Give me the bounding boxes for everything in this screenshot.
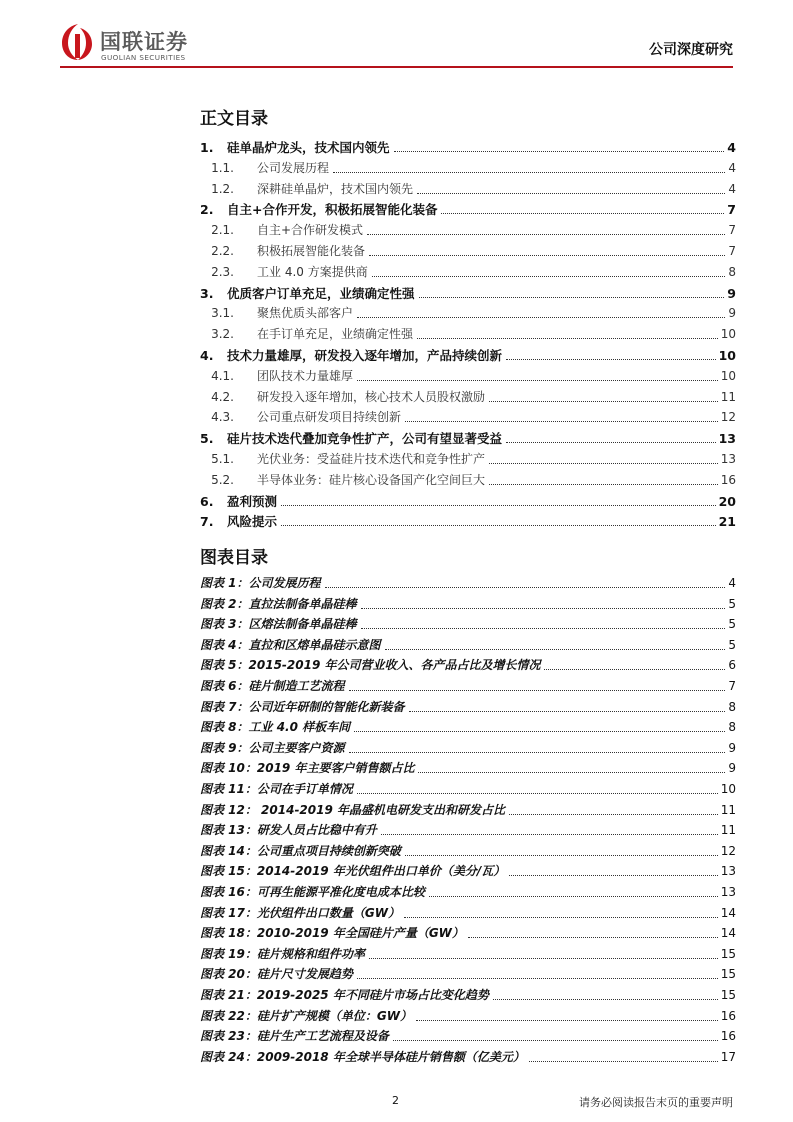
figure-entry[interactable] <box>200 801 736 821</box>
figure-text: 图表 9：公司主要客户资源 <box>200 740 345 755</box>
figures-title: 图表目录 <box>200 548 268 568</box>
toc-page: 9 <box>728 306 736 321</box>
figure-entry[interactable] <box>200 615 736 635</box>
figure-page: 7 <box>728 679 736 693</box>
toc-text: 团队技术力量雄厚 <box>257 368 354 383</box>
figure-text: 图表 3：区熔法制备单晶硅棒 <box>200 617 357 632</box>
leader-dots <box>416 1020 718 1021</box>
figure-entry[interactable] <box>200 595 736 615</box>
figure-text: 图表 5：2015-2019 年公司营业收入、各产品占比及增长情况 <box>200 658 541 673</box>
figure-text: 图表 4：直拉和区熔单晶硅示意图 <box>200 637 381 652</box>
figure-page: 15 <box>720 946 736 961</box>
toc-text: 技术力量雄厚，研发投入逐年增加，产品持续创新 <box>227 348 503 363</box>
figure-entry[interactable] <box>200 986 736 1006</box>
toc-page: 9 <box>727 285 736 301</box>
toc-subsection[interactable] <box>200 221 736 241</box>
toc-page: 7 <box>728 244 736 258</box>
leader-dots <box>468 937 718 938</box>
toc-text: 研发投入逐年增加，核心技术人员股权激励 <box>257 389 486 404</box>
toc-number: 1.2. <box>211 181 234 196</box>
figure-entry[interactable] <box>200 945 736 965</box>
figure-text: 图表 6：硅片制造工艺流程 <box>200 679 345 693</box>
leader-dots <box>509 814 718 815</box>
figure-text: 图表 23：硅片生产工艺流程及设备 <box>200 1029 389 1044</box>
toc-text: 半导体业务：硅片核心设备国产化空间巨大 <box>257 472 486 487</box>
figure-entry[interactable] <box>200 739 736 759</box>
figure-text: 图表 8：工业 4.0 样板车间 <box>200 720 351 735</box>
leader-dots <box>404 917 718 918</box>
figure-text: 图表 13：研发人员占比稳中有升 <box>200 823 377 838</box>
figure-page: 6 <box>728 658 736 673</box>
figure-page: 13 <box>720 864 736 879</box>
leader-dots <box>361 608 726 609</box>
figure-entry[interactable] <box>200 656 736 676</box>
toc-number: 2.2. <box>211 244 234 258</box>
leader-dots <box>489 463 718 464</box>
header-rule <box>60 66 733 68</box>
toc-subsection[interactable] <box>200 388 736 408</box>
leader-dots <box>509 875 718 876</box>
leader-dots <box>381 834 718 835</box>
figure-entry[interactable] <box>200 636 736 656</box>
figure-entry[interactable] <box>200 862 736 882</box>
figure-page: 17 <box>720 1049 736 1064</box>
figure-page: 5 <box>728 617 736 632</box>
toc-subsection[interactable] <box>200 450 736 470</box>
figure-page: 12 <box>720 843 736 858</box>
toc-page: 4 <box>728 160 736 175</box>
figure-page: 16 <box>720 1029 736 1044</box>
toc-subsection[interactable] <box>200 304 736 324</box>
toc-subsection[interactable] <box>200 471 736 491</box>
toc-page: 10 <box>718 348 736 363</box>
toc-subsection[interactable] <box>200 325 736 345</box>
leader-dots <box>349 752 726 753</box>
toc-title: 正文目录 <box>200 109 268 129</box>
toc-page: 13 <box>718 431 736 447</box>
figure-page: 9 <box>728 761 736 776</box>
toc-page: 20 <box>718 493 736 509</box>
figure-text: 图表 16：可再生能源平准化度电成本比较 <box>200 885 425 899</box>
toc-subsection[interactable] <box>200 159 736 179</box>
toc-subsection[interactable] <box>200 242 736 262</box>
leader-dots <box>493 999 718 1000</box>
figure-page: 11 <box>720 823 736 838</box>
toc-page: 11 <box>720 389 736 404</box>
toc-page: 16 <box>720 472 736 487</box>
toc-page: 10 <box>720 327 736 342</box>
figure-entry[interactable] <box>200 924 736 944</box>
figure-text: 图表 18：2010-2019 年全国硅片产量（GW） <box>200 926 464 941</box>
leader-dots <box>357 380 718 381</box>
leader-dots <box>418 772 725 773</box>
figure-text: 图表 21：2019-2025 年不同硅片市场占比变化趋势 <box>200 988 489 1002</box>
toc-text: 在手订单充足，业绩确定性强 <box>257 327 414 342</box>
toc-number: 4. <box>200 348 214 363</box>
leader-dots <box>417 193 725 194</box>
figure-entry[interactable] <box>200 677 736 697</box>
leader-dots <box>417 338 718 339</box>
figure-page: 8 <box>728 699 736 714</box>
toc-number: 6. <box>200 493 214 509</box>
figure-page: 9 <box>728 740 736 755</box>
figure-entry[interactable] <box>200 821 736 841</box>
toc-text: 深耕硅单晶炉，技术国内领先 <box>257 181 414 196</box>
figure-page: 5 <box>728 596 736 611</box>
figure-entry[interactable] <box>200 842 736 862</box>
figure-entry[interactable] <box>200 1027 736 1047</box>
report-type: 公司深度研究 <box>649 42 733 58</box>
figure-entry[interactable] <box>200 1048 736 1068</box>
toc-number: 5.2. <box>211 472 234 487</box>
logo-mark-icon <box>60 22 96 62</box>
figure-entry[interactable] <box>200 759 736 779</box>
leader-dots <box>369 255 725 256</box>
figure-page: 14 <box>720 926 736 941</box>
toc-number: 2. <box>200 202 214 218</box>
figure-page: 8 <box>728 720 736 735</box>
toc-number: 4.2. <box>211 389 234 404</box>
leader-dots <box>333 172 725 173</box>
toc-text: 积极拓展智能化装备 <box>257 244 366 258</box>
toc-text: 光伏业务：受益硅片技术迭代和竞争性扩产 <box>257 452 486 466</box>
logo-text-en: GUOLIAN SECURITIES <box>101 53 186 62</box>
toc-number: 3.2. <box>211 327 234 342</box>
toc-number: 5. <box>200 431 214 447</box>
leader-dots <box>419 297 725 298</box>
figure-text: 图表 1：公司发展历程 <box>200 576 321 590</box>
figure-entry[interactable] <box>200 1007 736 1027</box>
toc-page: 8 <box>728 264 736 279</box>
leader-dots <box>544 669 725 670</box>
page-number: 2 <box>392 1094 399 1107</box>
toc-text: 公司重点研发项目持续创新 <box>257 410 402 425</box>
toc-page: 12 <box>720 410 736 425</box>
logo-text-cn: 国联证券 <box>100 30 188 54</box>
toc-page: 4 <box>728 181 736 196</box>
figure-text: 图表 22：硅片扩产规模（单位：GW） <box>200 1008 412 1023</box>
figure-text: 图表 11：公司在手订单情况 <box>200 782 353 796</box>
leader-dots <box>385 649 726 650</box>
toc-subsection[interactable] <box>200 263 736 283</box>
leader-dots <box>393 1040 718 1041</box>
figure-entry[interactable] <box>200 780 736 800</box>
toc-number: 4.1. <box>211 368 234 383</box>
figure-page: 10 <box>720 782 736 796</box>
toc-text: 风险提示 <box>227 514 278 530</box>
toc-text: 聚焦优质头部客户 <box>257 306 354 321</box>
company-logo <box>60 22 220 62</box>
figure-page: 14 <box>720 905 736 920</box>
leader-dots <box>357 978 718 979</box>
leader-dots <box>429 896 718 897</box>
toc-page: 13 <box>720 452 736 466</box>
leader-dots <box>506 359 716 360</box>
figure-text: 图表 24：2009-2018 年全球半导体硅片销售额（亿美元） <box>200 1049 525 1064</box>
figure-page: 5 <box>728 637 736 652</box>
toc-page: 4 <box>727 140 736 155</box>
figure-text: 图表 19：硅片规格和组件功率 <box>200 946 365 961</box>
toc-subsection[interactable] <box>200 367 736 387</box>
leader-dots <box>506 442 716 443</box>
figure-text: 图表 7：公司近年研制的智能化新装备 <box>200 699 405 714</box>
toc-text: 优质客户订单充足，业绩确定性强 <box>227 285 415 301</box>
leader-dots <box>281 525 716 526</box>
figure-page: 15 <box>720 967 736 982</box>
toc-number: 5.1. <box>211 452 234 466</box>
toc-page: 7 <box>727 202 736 218</box>
figure-page: 15 <box>720 988 736 1002</box>
toc-number: 2.1. <box>211 223 234 238</box>
toc-section[interactable] <box>200 284 736 304</box>
toc-text: 硅单晶炉龙头，技术国内领先 <box>227 140 390 155</box>
figure-text: 图表 15：2014-2019 年光伏组件出口单价（美分/瓦） <box>200 864 506 879</box>
toc-page: 10 <box>720 368 736 383</box>
leader-dots <box>441 213 724 214</box>
leader-dots <box>529 1061 718 1062</box>
leader-dots <box>281 505 716 506</box>
figure-entry[interactable] <box>200 883 736 903</box>
figure-entry[interactable] <box>200 698 736 718</box>
toc-number: 4.3. <box>211 410 234 425</box>
toc-number: 3. <box>200 285 214 301</box>
toc-section[interactable] <box>200 138 736 158</box>
toc-number: 3.1. <box>211 306 234 321</box>
leader-dots <box>367 234 725 235</box>
figure-text: 图表 17：光伏组件出口数量（GW） <box>200 905 400 920</box>
disclaimer-note: 请务必阅读报告末页的重要声明 <box>579 1096 733 1109</box>
toc-section[interactable] <box>200 346 736 366</box>
figure-page: 13 <box>720 885 736 899</box>
leader-dots <box>349 690 726 691</box>
toc-section[interactable] <box>200 492 736 512</box>
figure-entry[interactable] <box>200 965 736 985</box>
figure-text: 图表 12： 2014-2019 年晶盛机电研发支出和研发占比 <box>200 802 506 817</box>
figure-page: 16 <box>720 1008 736 1023</box>
toc-text: 盈利预测 <box>227 493 278 509</box>
leader-dots <box>325 587 726 588</box>
figure-text: 图表 14：公司重点项目持续创新突破 <box>200 843 401 858</box>
figure-text: 图表 20：硅片尺寸发展趋势 <box>200 967 353 982</box>
leader-dots <box>409 711 726 712</box>
toc-page: 7 <box>728 223 736 238</box>
toc-section[interactable] <box>200 429 736 449</box>
leader-dots <box>394 151 725 152</box>
leader-dots <box>489 484 718 485</box>
leader-dots <box>357 793 718 794</box>
page-header <box>0 0 793 70</box>
figure-page: 11 <box>720 802 736 817</box>
leader-dots <box>405 855 718 856</box>
leader-dots <box>372 276 726 277</box>
toc-number: 2.3. <box>211 264 234 279</box>
toc-text: 硅片技术迭代叠加竞争性扩产，公司有望显著受益 <box>227 431 503 447</box>
figure-entry[interactable] <box>200 574 736 594</box>
figure-entry[interactable] <box>200 904 736 924</box>
leader-dots <box>369 958 718 959</box>
toc-number: 1. <box>200 140 214 155</box>
toc-text: 公司发展历程 <box>257 160 330 175</box>
toc-text: 工业 4.0 方案提供商 <box>257 264 368 279</box>
figure-entry[interactable] <box>200 718 736 738</box>
leader-dots <box>489 401 718 402</box>
toc-section[interactable] <box>200 200 736 220</box>
leader-dots <box>354 731 725 732</box>
figure-text: 图表 2：直拉法制备单晶硅棒 <box>200 596 357 611</box>
toc-text: 自主+合作研发模式 <box>257 223 364 238</box>
toc-subsection[interactable] <box>200 180 736 200</box>
toc-number: 1.1. <box>211 160 234 175</box>
toc-text: 自主+合作开发，积极拓展智能化装备 <box>227 202 438 218</box>
leader-dots <box>357 317 725 318</box>
toc-subsection[interactable] <box>200 408 736 428</box>
figure-page: 4 <box>728 576 736 590</box>
toc-number: 7. <box>200 514 214 530</box>
leader-dots <box>405 421 718 422</box>
leader-dots <box>361 628 726 629</box>
toc-page: 21 <box>718 514 736 530</box>
toc-section[interactable] <box>200 512 736 532</box>
figure-text: 图表 10：2019 年主要客户销售额占比 <box>200 761 415 776</box>
